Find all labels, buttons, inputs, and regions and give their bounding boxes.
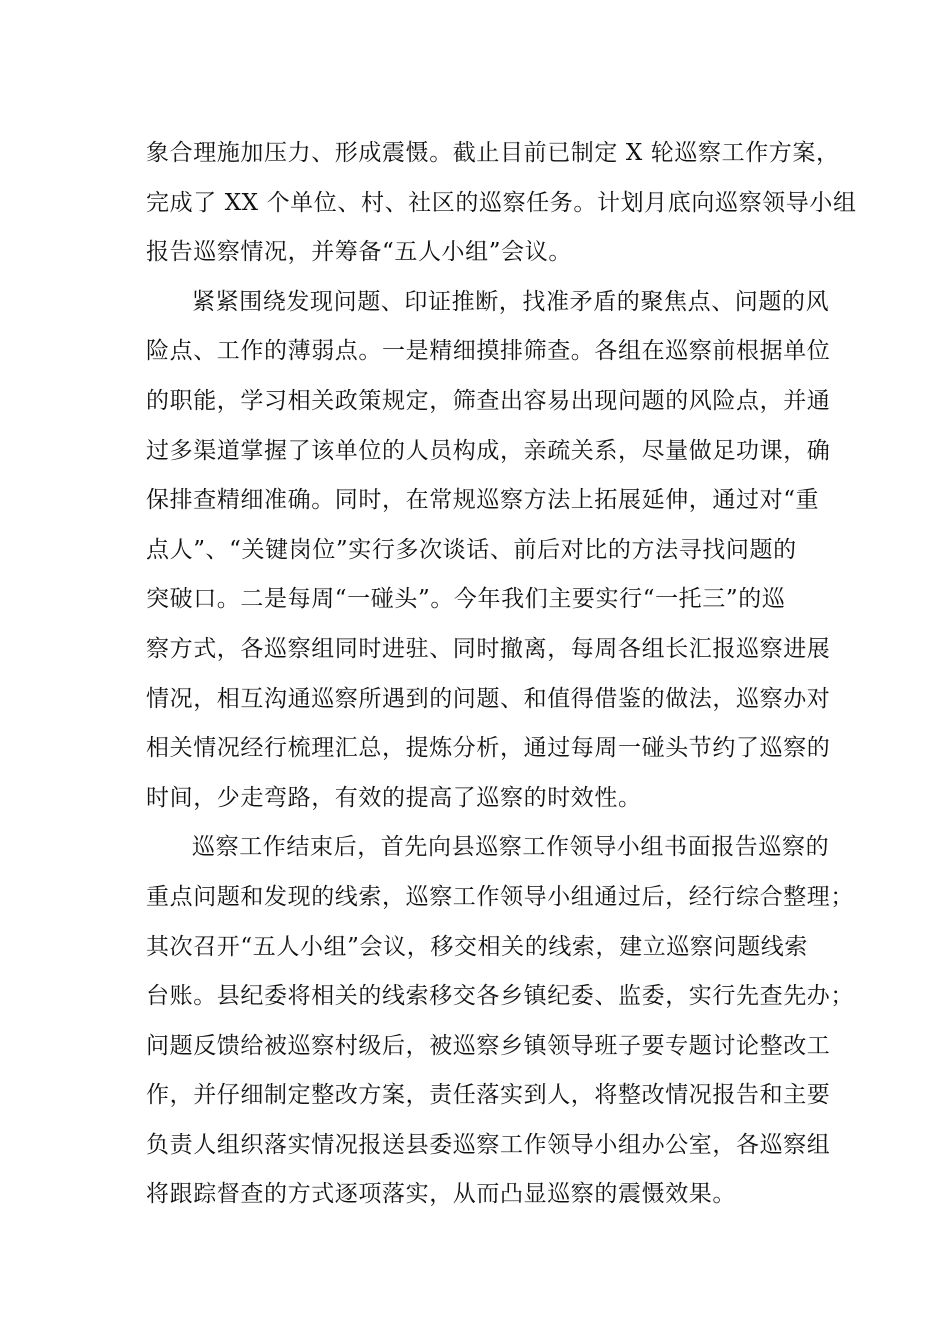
- text-line: 点人”、“关键岗位”实行多次谈话、前后对比的方法寻找问题的: [146, 536, 797, 563]
- document-body: [146, 129, 857, 1220]
- paragraph-1: [146, 129, 857, 278]
- text-line: 其次召开“五人小组”会议，移交相关的线索，建立巡察问题线索: [146, 933, 808, 960]
- text-line: 问题反馈给被巡察村级后，被巡察乡镇领导班子要专题讨论整改工: [146, 1032, 831, 1059]
- text-line: 完成了 XX 个单位、村、社区的巡察任务。计划月底向巡察领导小组: [146, 189, 857, 216]
- text-line: 报告巡察情况，并筹备“五人小组”会议。: [146, 239, 572, 266]
- text-line: 过多渠道掌握了该单位的人员构成，亲疏关系，尽量做足功课，确: [146, 437, 831, 464]
- text-line: 负责人组织落实情况报送县委巡察工作领导小组办公室，各巡察组: [146, 1131, 831, 1158]
- text-line: 巡察工作结束后，首先向县巡察工作领导小组书面报告巡察的: [192, 834, 830, 861]
- text-line: 察方式，各巡察组同时进驻、同时撤离，每周各组长汇报巡察进展: [146, 635, 831, 662]
- text-line: 险点、工作的薄弱点。一是精细摸排筛查。各组在巡察前根据单位: [146, 338, 831, 365]
- text-line: 象合理施加压力、形成震慑。截止目前已制定 X 轮巡察工作方案，: [146, 140, 840, 166]
- text-line: 情况，相互沟通巡察所遇到的问题、和值得借鉴的做法，巡察办对: [146, 685, 831, 712]
- text-line: 突破口。二是每周“一碰头”。今年我们主要实行“一托三”的巡: [146, 586, 786, 613]
- text-line: 保排查精细准确。同时，在常规巡察方法上拓展延伸，通过对“重: [146, 487, 820, 514]
- text-line: 时间，少走弯路，有效的提高了巡察的时效性。: [146, 784, 642, 811]
- paragraph-2: [146, 278, 831, 824]
- text-line: 作，并仔细制定整改方案，责任落实到人，将整改情况报告和主要: [146, 1082, 831, 1109]
- paragraph-3: [146, 823, 854, 1220]
- text-line: 将跟踪督查的方式逐项落实，从而凸显巡察的震慑效果。: [146, 1181, 736, 1208]
- text-line: 相关情况经行梳理汇总，提炼分析，通过每周一碰头节约了巡察的: [146, 735, 831, 762]
- text-line: 重点问题和发现的线索，巡察工作领导小组通过后，经行综合整理；: [146, 883, 854, 910]
- text-line: 的职能，学习相关政策规定，筛查出容易出现问题的风险点，并通: [146, 387, 831, 414]
- text-line: 台账。县纪委将相关的线索移交各乡镇纪委、监委，实行先查先办；: [146, 983, 854, 1010]
- text-line: 紧紧围绕发现问题、印证推断，找准矛盾的聚焦点、问题的风: [192, 288, 830, 315]
